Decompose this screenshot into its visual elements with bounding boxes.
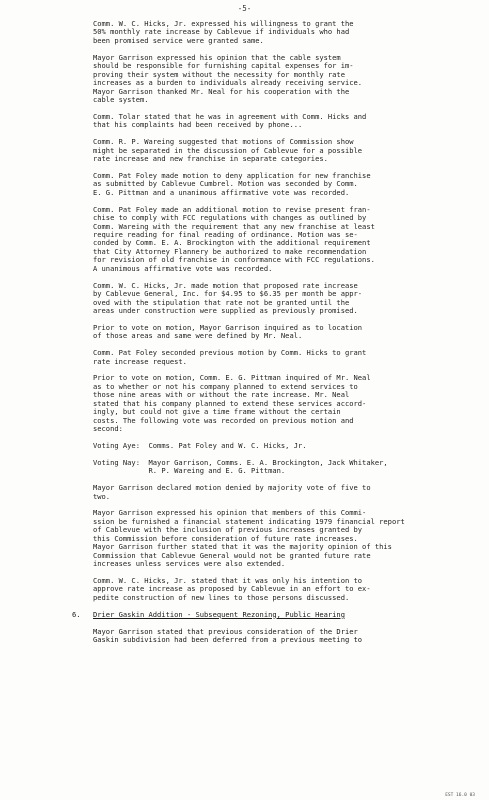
paragraph-line: cable system. [93,95,149,105]
agenda-item [72,609,455,645]
paragraph-line: costs. The following vote was recorded on previous motion and [93,415,354,425]
paragraph-line: Comm. Pat Foley seconded previous motion by Comm. Hicks to grant [93,348,367,358]
paragraph-line: Comm. Pat Foley made an additional motion to revise present fran- [93,204,371,214]
paragraph-line: chise to comply with FCC regulations with changes as outlined by [93,213,367,223]
minutes-paragraph [93,509,455,568]
paragraph-line: R. P. Wareing and E. G. Pittman. [93,466,286,476]
paragraph-line: this Commission before consideration of future rate increases. [93,533,358,543]
paragraph-line: by Cablevue General, Inc. for $4.95 to $6.35 per month be appr- [93,289,363,299]
minutes-paragraph [93,138,455,163]
paragraph-line: as submitted by Cablevue Cumbrel. Motion was seconded by Comm. [93,179,358,189]
paragraph-line: Voting Aye: Comms. Pat Foley and W. C. Hicks, Jr. [93,441,307,451]
paragraph-line: proving their system without the necessity for monthly rate [93,69,345,79]
minutes-body [72,19,455,645]
paragraph-line: Voting Nay: Mayor Garrison, Comms. E. A. Brockington, Jack Whitaker, [93,457,388,467]
paragraph-line: Mayor Garrison declared motion denied by majority vote of five to [93,483,371,493]
minutes-paragraph [93,459,455,476]
paragraph-line: require reading for final reading of ordinance. Motion was se- [93,230,358,240]
minutes-paragraph [93,324,455,341]
paragraph-line: A unanimous affirmative vote was recorded. [93,263,273,273]
paragraph-line: approve rate increase as proposed by Cablevue in an effort to ex- [93,584,371,594]
paragraph-line: increases unless services were also extended. [93,559,286,569]
paragraph-line: that his complaints had been received by phone... [93,120,303,130]
minutes-paragraph [93,113,455,130]
minutes-paragraph [93,577,455,602]
minutes-paragraph [93,206,455,274]
paragraph-line: conded by Comm. E. A. Brockington with the additional requirement [93,238,371,248]
paragraph-line: Comm. Wareing with the requirement that any new franchise at least [93,221,375,231]
agenda-item-line: Mayor Garrison stated that previous consideration of the Drier [93,626,358,636]
paragraph-line: Comm. W. C. Hicks, Jr. expressed his willingness to grant the [93,19,354,28]
minutes-paragraph [93,349,455,366]
minutes-paragraph [93,442,455,450]
paragraph-line: areas under construction were supplied as previously promised. [93,306,358,316]
paragraph-line: rate increase and new franchise in separate categories. [93,154,328,164]
footer-mark: EST 16.0 03 [445,793,475,798]
paragraph-line: 50% monthly rate increase by Cablevue if individuals who had [93,27,350,37]
paragraph-line: of Cablevue with the inclusion of previous increases granted by [93,525,363,535]
agenda-item-line: Gaskin subdivision had been deferred from a previous meeting to [93,635,363,645]
paragraph-line: Comm. Pat Foley made motion to deny application for new franchise [93,170,371,180]
paragraph-line: Comm. R. P. Wareing suggested that motions of Commission show [93,137,354,147]
paragraph-line: for revision of old franchise in conformance with FCC regulations. [93,255,375,265]
page-number: -5- [237,4,252,13]
paragraph-line: rate increase request. [93,356,187,366]
paragraph-line: as to whether or not his company planned to extend services to [93,381,358,391]
paragraph-line: E. G. Pittman and a unanimous affirmative vote was recorded. [93,187,350,197]
minutes-paragraph [93,282,455,316]
paragraph-line: ssion be furnished a financial statement indicating 1979 financial report [93,516,405,526]
paragraph-line: increases as a burden to individuals already receiving service. [93,78,363,88]
paragraph-line: Comm. W. C. Hicks, Jr. stated that it was only his intention to [93,576,363,586]
paragraph-line: Mayor Garrison expressed his opinion that the cable system [93,52,341,62]
paragraph-line: that City Attorney Flannery be authorized to make recommendation [93,246,367,256]
paragraph-line: Prior to vote on motion, Mayor Garrison inquired as to location [93,322,363,332]
minutes-paragraph [93,484,455,501]
paragraph-line: Mayor Garrison further stated that it was the majority opinion of this [93,542,392,552]
paragraph-line: Commission that Cablevue General would not be granted future rate [93,550,371,560]
agenda-item-title: Drier Gaskin Addition - Subsequent Rezoning, Public Hearing [93,609,345,619]
paragraph-line: of those areas and same were defined by Mr. Neal. [93,331,303,341]
paragraph-line: Mayor Garrison thanked Mr. Neal for his cooperation with the [93,86,350,96]
paragraph-line: should be responsible for furnishing capital expenses for im- [93,61,354,71]
paragraph-line: two. [93,491,111,501]
paragraph-line: oved with the stipulation that rate not be granted until the [93,297,350,307]
paragraph-line: been promised service were granted same. [93,35,264,45]
minutes-paragraph [93,374,455,433]
paragraph-line: those nine areas with or without the rate increase. Mr. Neal [93,390,350,400]
paragraph-line: Comm. Tolar stated that he was in agreement with Comm. Hicks and [93,111,367,121]
paragraph-line: might be separated in the discussion of Cablevue for a possible [93,145,363,155]
minutes-paragraph [93,54,455,105]
paragraph-line: Prior to vote on motion, Comm. E. G. Pittman inquired of Mr. Neal [93,373,371,383]
paragraph-line: second: [93,424,123,434]
minutes-paragraph [93,20,455,45]
minutes-paragraph [93,172,455,197]
agenda-item-number: 6. [72,609,81,619]
paragraph-line: ingly, but could not give a time frame without the certain [93,407,341,417]
paragraph-line: stated that his company planned to extend these services accord- [93,398,367,408]
paragraph-line: Comm. W. C. Hicks, Jr. made motion that proposed rate increase [93,280,358,290]
paragraph-line: pedite construction of new lines to those persons discussed. [93,592,350,602]
paragraph-line: Mayor Garrison expressed his opinion that members of this Commi- [93,508,367,518]
